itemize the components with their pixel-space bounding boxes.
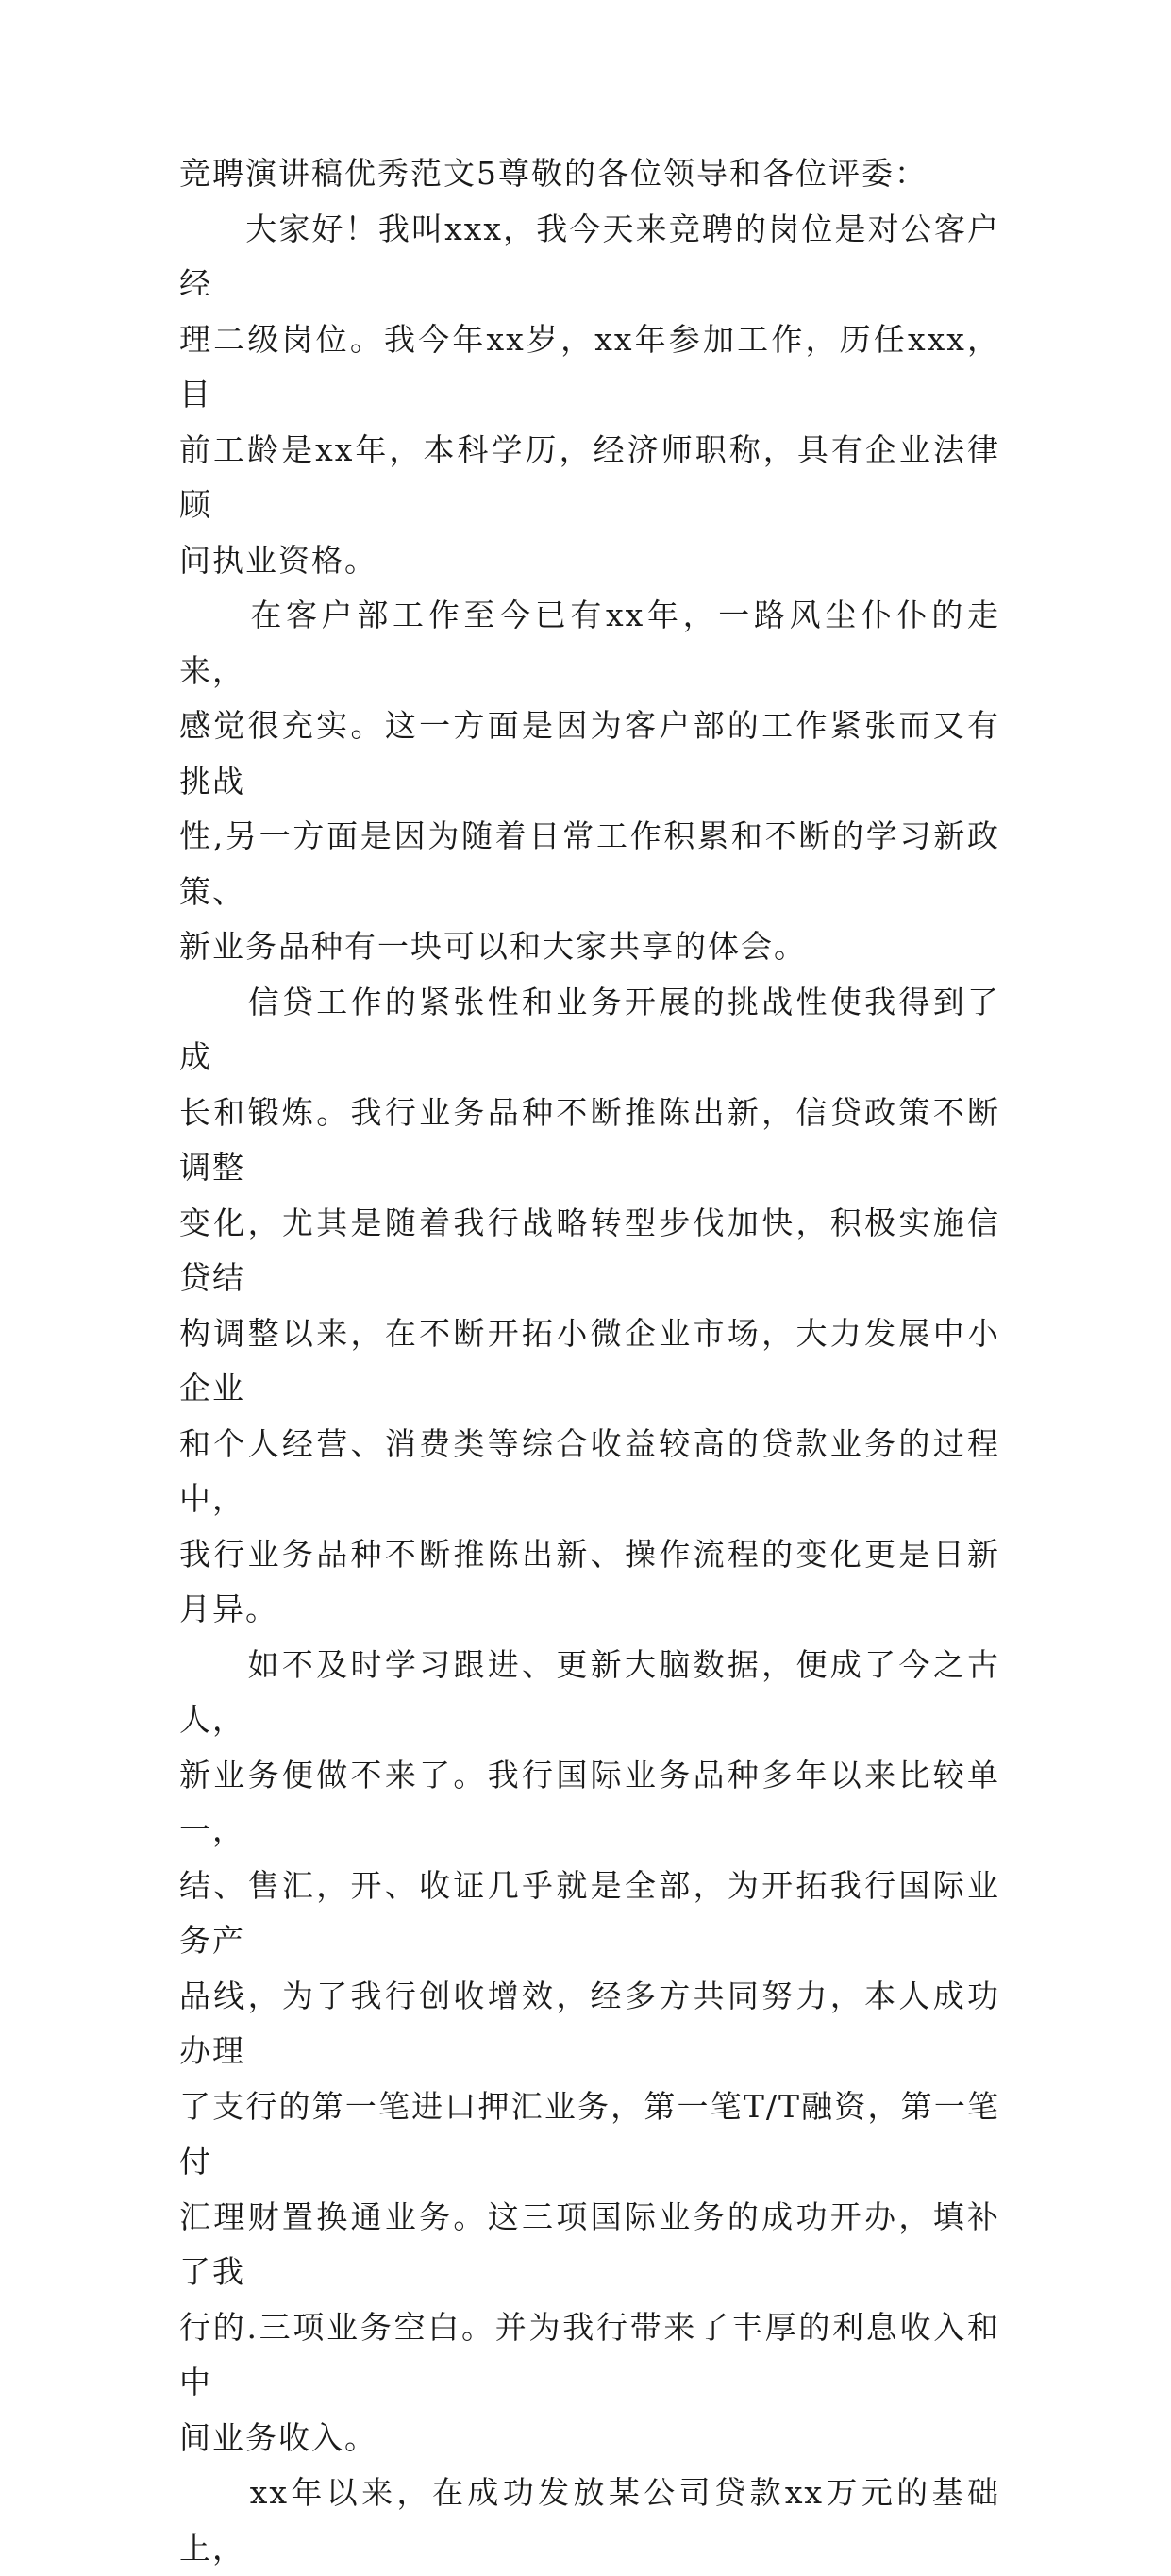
paragraph-3: 信贷工作的紧张性和业务开展的挑战性使我得到了成 长和锻炼。我行业务品种不断推陈出新，信贷政策不断调整 变化，尤其是随着我行战略转型步伐加快，积极实施信贷结 构调整以来，在不断开拓小微企业市场，大力发展中小企业 和个人经营、消费类等综合收益较高的贷款业务的过程中， 我行业务品种不断推陈出新、操作流程的变化更是日新月异。 (179, 983, 1000, 1627)
document-page (179, 146, 1000, 2576)
document-title: 竞聘演讲稿优秀范文5尊敬的各位领导和各位评委： (179, 155, 928, 192)
paragraph-2: 在客户部工作至今已有xx年，一路风尘仆仆的走来， 感觉很充实。这一方面是因为客户部的工作紧张而又有挑战 性,另一方面是因为随着日常工作积累和不断的学习新政策、 新业务品种有一块可以和大家共享的体会。 (179, 597, 1000, 965)
paragraph-1: 大家好！我叫xxx，我今天来竞聘的岗位是对公客户经 理二级岗位。我今年xx岁，xx年参加工作，历任xxx，目 前工龄是xx年，本科学历，经济师职称，具有企业法律顾 问执业资格。 (179, 210, 1000, 579)
paragraph-4: 如不及时学习跟进、更新大脑数据，便成了今之古人， 新业务便做不来了。我行国际业务品种多年以来比较单一， 结、售汇，开、收证几乎就是全部，为开拓我行国际业务产 品线，为了我行创收增效，经多方共同努力，本人成功办理 了支行的第一笔进口押汇业务，第一笔T/T融资，第一笔付 汇理财置换通业务。这三项国际业务的成功开办，填补了我 行的.三项业务空白。并为我行带来了丰厚的利息收入和中 间业务收入。 (179, 1645, 1000, 2456)
paragraph-5: xx年以来，在成功发放某公司贷款xx万元的基础上， (179, 2474, 1000, 2567)
